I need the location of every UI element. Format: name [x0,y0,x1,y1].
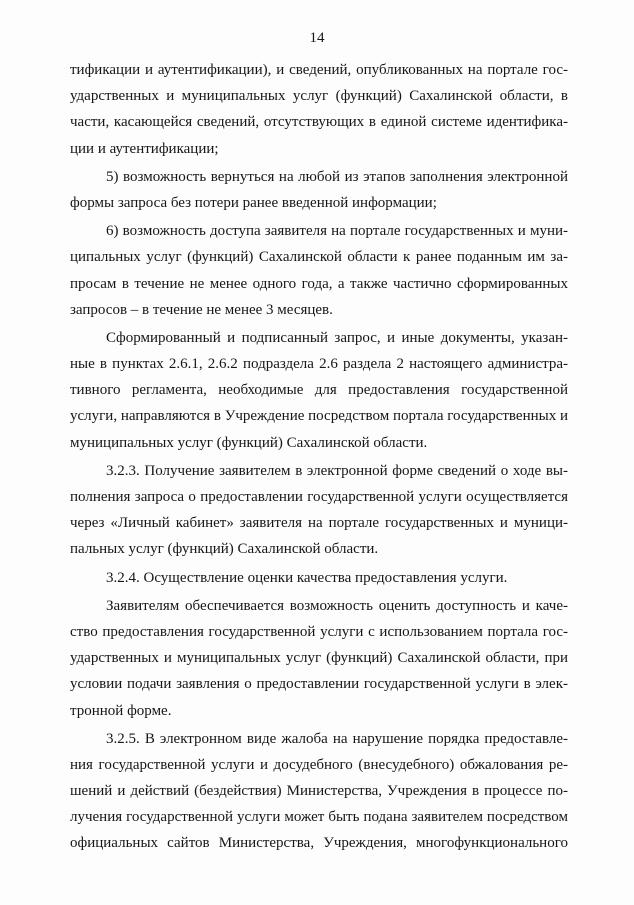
text-line: Сформированный и подписанный запрос, и иные документы, указан- [106,329,568,346]
text-line: 3.2.3. Получение заявителем в электронной форме сведений о ходе вы- [106,462,568,479]
text-line: ния государственной услуги и досудебного (внесудебного) обжалования ре- [70,756,568,773]
paragraph [70,458,568,563]
paragraph [70,593,568,724]
text-line: ударственных и муниципальных услуг (функций) Сахалинской области, при [70,650,568,667]
text-line: лучения государственной услуги может быть подана заявителем посредством [70,809,568,826]
text-line: формы запроса без потери ранее введенной информации; [70,194,437,211]
document-body [70,57,568,857]
text-line: тронной форме. [70,702,172,719]
text-line: муниципальных услуг (функций) Сахалинской области. [70,434,428,451]
text-line: части, касающейся сведений, отсутствующих в единой системе идентифика- [70,114,568,131]
text-line: 5) возможность вернуться на любой из этапов заполнения электронной [106,168,568,185]
text-line: 6) возможность доступа заявителя на портале государственных и муни- [106,223,568,240]
paragraph [70,325,568,456]
text-line: ство предоставления государственной услуги с использованием портала гос- [70,623,568,640]
text-line: запросов – в течение не менее 3 месяцев. [70,301,333,318]
paragraph [70,218,568,323]
paragraph [70,57,568,162]
text-line: ции и аутентификации; [70,140,219,157]
text-line: шений и действий (бездействия) Министерства, Учреждения в процессе по- [70,783,568,800]
text-line: пальных услуг (функций) Сахалинской области. [70,541,379,558]
text-line: официальных сайтов Министерства, Учреждения, многофункционального [70,835,568,852]
text-line: тификации и аутентификации), и сведений, опубликованных на портале гос- [70,62,568,78]
paragraph [70,726,568,857]
text-line: ударственных и муниципальных услуг (функций) Сахалинской области, в [70,88,568,105]
text-line: ные в пунктах 2.6.1, 2.6.2 подраздела 2.6 раздела 2 настоящего администра- [70,356,568,373]
paragraph [70,164,568,216]
text-line: Заявителям обеспечивается возможность оценить доступность и каче- [106,597,568,614]
paragraph [70,565,568,591]
text-line: условии подачи заявления о предоставлении государственной услуги в элек- [70,676,568,693]
text-line: услуги, направляются в Учреждение посредством портала государственных и [70,408,568,425]
text-line: 3.2.5. В электронном виде жалоба на нарушение порядка предоставле- [106,730,568,747]
text-line: просам в течение не менее одного года, а также частично сформированных [70,275,568,292]
text-line: через «Личный кабинет» заявителя на портале государственных и муници- [70,515,568,532]
text-line: ципальных услуг (функций) Сахалинской области к ранее поданным им за- [70,249,568,266]
text-line: 3.2.4. Осуществление оценки качества предоставления услуги. [106,569,508,586]
page-number: 14 [309,30,325,46]
text-line: тивного регламента, необходимые для предоставления государственной [70,382,568,399]
text-line: полнения запроса о предоставлении государственной услуги осуществляется [70,489,568,505]
